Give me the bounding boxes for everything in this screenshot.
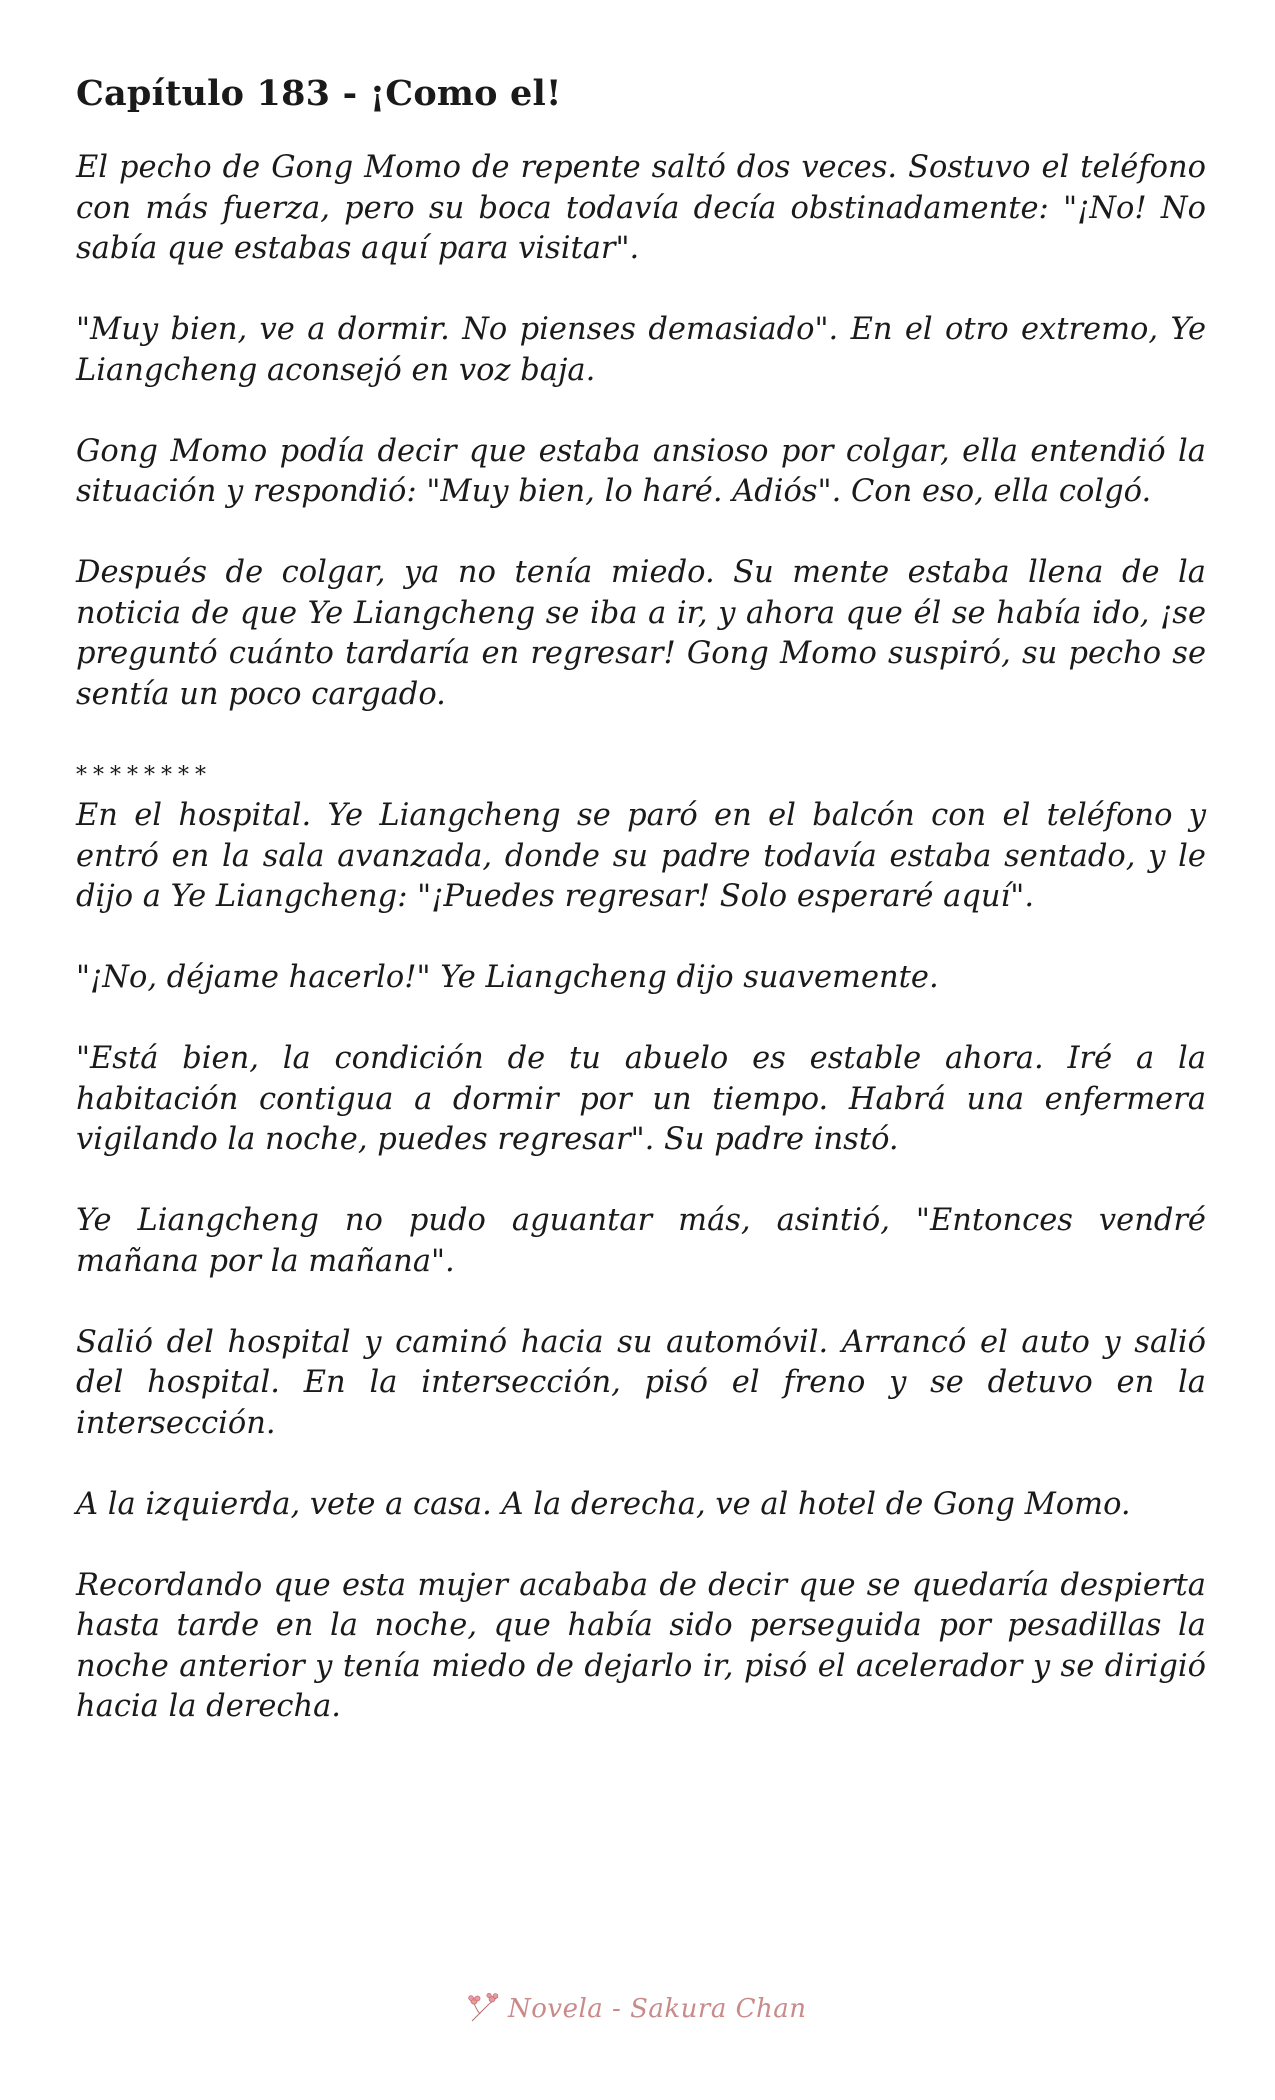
paragraph-8: Ye Liangcheng no pudo aguantar más, asintió, "Entonces vendré mañana por la mañana". <box>76 1203 1206 1279</box>
paragraph-3: Gong Momo podía decir que estaba ansioso por colgar, ella entendió la situación y respondió: "Muy bien, lo haré. Adiós". Con eso, ella colgó. <box>76 433 1206 509</box>
section-separator: ******** <box>76 762 212 788</box>
paragraph-5: En el hospital. Ye Liangcheng se paró en el balcón con el teléfono y entró en la sala avanzada, donde su padre todavía estaba sentado, y le dijo a Ye Liangcheng: "¡Puedes regresar! Solo esperaré aquí". <box>76 798 1206 914</box>
watermark <box>462 1986 862 2032</box>
paragraph-1: El pecho de Gong Momo de repente saltó dos veces. Sostuvo el teléfono con más fuerza, pero su boca todavía decía obstinadamente: "¡No! No sabía que estabas aquí para visitar". <box>76 150 1206 266</box>
watermark-text: Novela - Sakura Chan <box>508 1994 807 2024</box>
paragraph-6: "¡No, déjame hacerlo!" Ye Liangcheng dijo suavemente. <box>76 960 939 995</box>
cherry-blossom-icon <box>462 1987 506 2031</box>
paragraph-11: Recordando que esta mujer acababa de decir que se quedaría despierta hasta tarde en la noche, que había sido perseguida por pesadillas la noche anterior y tenía miedo de dejarlo ir, pisó el acelerador y se dirigió hacia la derecha. <box>76 1567 1206 1724</box>
document-page <box>76 70 1206 1728</box>
paragraph-10: A la izquierda, vete a casa. A la derecha, ve al hotel de Gong Momo. <box>76 1486 1131 1522</box>
chapter-title: Capítulo 183 - ¡Como el! <box>76 73 562 114</box>
paragraph-7: "Está bien, la condición de tu abuelo es estable ahora. Iré a la habitación contigua a dormir por un tiempo. Habrá una enfermera vigilando la noche, puedes regresar". Su padre instó. <box>76 1041 1206 1157</box>
paragraph-4: Después de colgar, ya no tenía miedo. Su mente estaba llena de la noticia de que Ye Liangcheng se iba a ir, y ahora que él se había ido, ¡se preguntó cuánto tardaría en regresar! Gong Momo suspiró, su pecho se sentía un poco cargado. <box>76 555 1206 712</box>
paragraph-2: "Muy bien, ve a dormir. No pienses demasiado". En el otro extremo, Ye Liangcheng aconsejó en voz baja. <box>76 312 1206 388</box>
paragraph-9: Salió del hospital y caminó hacia su automóvil. Arrancó el auto y salió del hospital. En la intersección, pisó el freno y se detuvo en la intersección. <box>76 1324 1206 1441</box>
